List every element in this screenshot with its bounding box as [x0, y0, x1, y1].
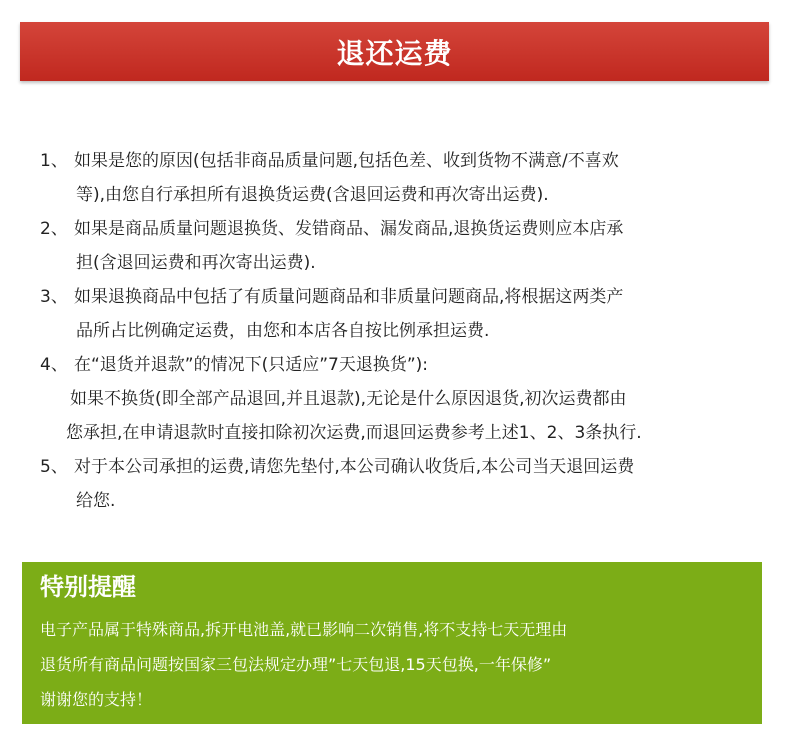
notice-line: 谢谢您的支持！	[40, 690, 153, 709]
page-title: 退还运费	[336, 36, 453, 70]
rule-text-line: 担(含退回运费和再次寄出运费).	[76, 253, 316, 273]
rule-text-line: 品所占比例确定运费，由您和本店各自按比例承担运费.	[76, 321, 490, 341]
rule-number: 2、	[40, 219, 68, 239]
rule-text-line: 如果是商品质量问题退换货、发错商品、漏发商品,退换货运费则应本店承	[74, 219, 624, 239]
rule-number: 5、	[40, 457, 68, 477]
rule-text-line: 对于本公司承担的运费,请您先垫付,本公司确认收货后,本公司当天退回运费	[74, 457, 635, 477]
rule-text-line: 如果是您的原因(包括非商品质量问题,包括色差、收到货物不满意/不喜欢	[74, 151, 619, 171]
notice-line: 退货所有商品问题按国家三包法规定办理”七天包退,15天包换,一年保修”	[40, 655, 552, 674]
rule-number: 1、	[40, 151, 68, 171]
rule-text-line: 如果退换商品中包括了有质量问题商品和非质量问题商品,将根据这两类产	[74, 287, 624, 307]
rule-item	[40, 144, 760, 212]
notice-line: 电子产品属于特殊商品,拆开电池盖,就已影响二次销售,将不支持七天无理由	[40, 620, 568, 639]
rule-item	[40, 212, 760, 280]
rule-number: 4、	[40, 355, 68, 375]
rule-text-line: 等),由您自行承担所有退换货运费(含退回运费和再次寄出运费).	[76, 185, 549, 205]
title-banner	[20, 22, 769, 81]
rule-text-line: 给您.	[76, 491, 116, 511]
rule-item	[40, 280, 760, 348]
rule-number: 3、	[40, 287, 68, 307]
rule-item	[40, 348, 760, 450]
rule-item	[40, 450, 760, 518]
special-notice-panel	[22, 562, 762, 724]
refund-rules-list	[40, 144, 760, 518]
notice-title: 特别提醒	[40, 573, 136, 601]
rule-text-line: 如果不换货(即全部产品退回,并且退款),无论是什么原因退货,初次运费都由	[70, 389, 627, 409]
rule-text-line: 您承担,在申请退款时直接扣除初次运费,而退回运费参考上述1、2、3条执行.	[66, 423, 642, 443]
rule-text-line: 在“退货并退款”的情况下(只适应”7天退换货”):	[74, 355, 429, 375]
